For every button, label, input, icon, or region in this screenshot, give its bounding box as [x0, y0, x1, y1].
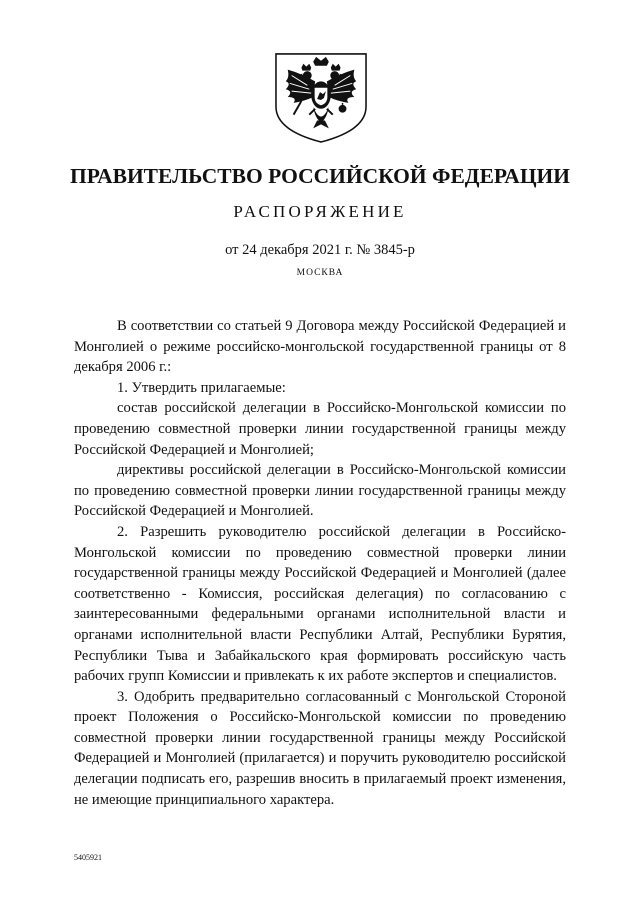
document-date-number: от 24 декабря 2021 г. № 3845-р — [225, 242, 415, 258]
government-title: ПРАВИТЕЛЬСТВО РОССИЙСКОЙ ФЕДЕРАЦИИ — [69, 164, 570, 188]
body-paragraph: 1. Утвердить прилагаемые: — [117, 379, 286, 396]
footer-code: 5405921 — [74, 853, 102, 862]
document-type: РАСПОРЯЖЕНИЕ — [233, 202, 407, 221]
body-paragraph: состав российской делегации в Российско-Монгольской комиссии по проведению совместной проверки линии государственной границы между Российской Федерацией и Монголией; — [74, 400, 566, 458]
body-paragraph: директивы российской делегации в Российско-Монгольской комиссии по проведению совместной проверки линии государственной границы между Российской Федерацией и Монголией. — [74, 462, 566, 520]
russian-coat-of-arms-icon — [272, 52, 370, 144]
body-paragraph: В соответствии со статьей 9 Договора между Российской Федерацией и Монголией о режиме российско-монгольской государственной границы от 8 декабря 2006 г.: — [74, 318, 566, 376]
document-place: МОСКВА — [296, 268, 344, 278]
body-paragraph: 2. Разрешить руководителю российской делегации в Российско-Монгольской комиссии по проведению совместной проверки линии государственной границы между Российской Федерацией и Монголией (далее соответственно - Комиссия, российская делегация) по согласованию с заинтересованными федеральными органами исполнительной власти и органами исполнительной власти Республики Алтай, Республики Бурятия, Республики Тыва и Забайкальского края формировать российскую часть рабочих групп Комиссии и привлекать к их работе экспертов и специалистов. — [74, 523, 566, 685]
document-body — [74, 316, 566, 810]
body-paragraph: 3. Одобрить предварительно согласованный с Монгольской Стороной проект Положения о Российско-Монгольской комиссии по проведению совместной проверки линии государственной границы между Российской Федерацией и Монголией (прилагается) и поручить руководителю российской делегации подписать его, разрешив вносить в прилагаемый проект изменения, не имеющие принципиального характера. — [74, 688, 566, 808]
